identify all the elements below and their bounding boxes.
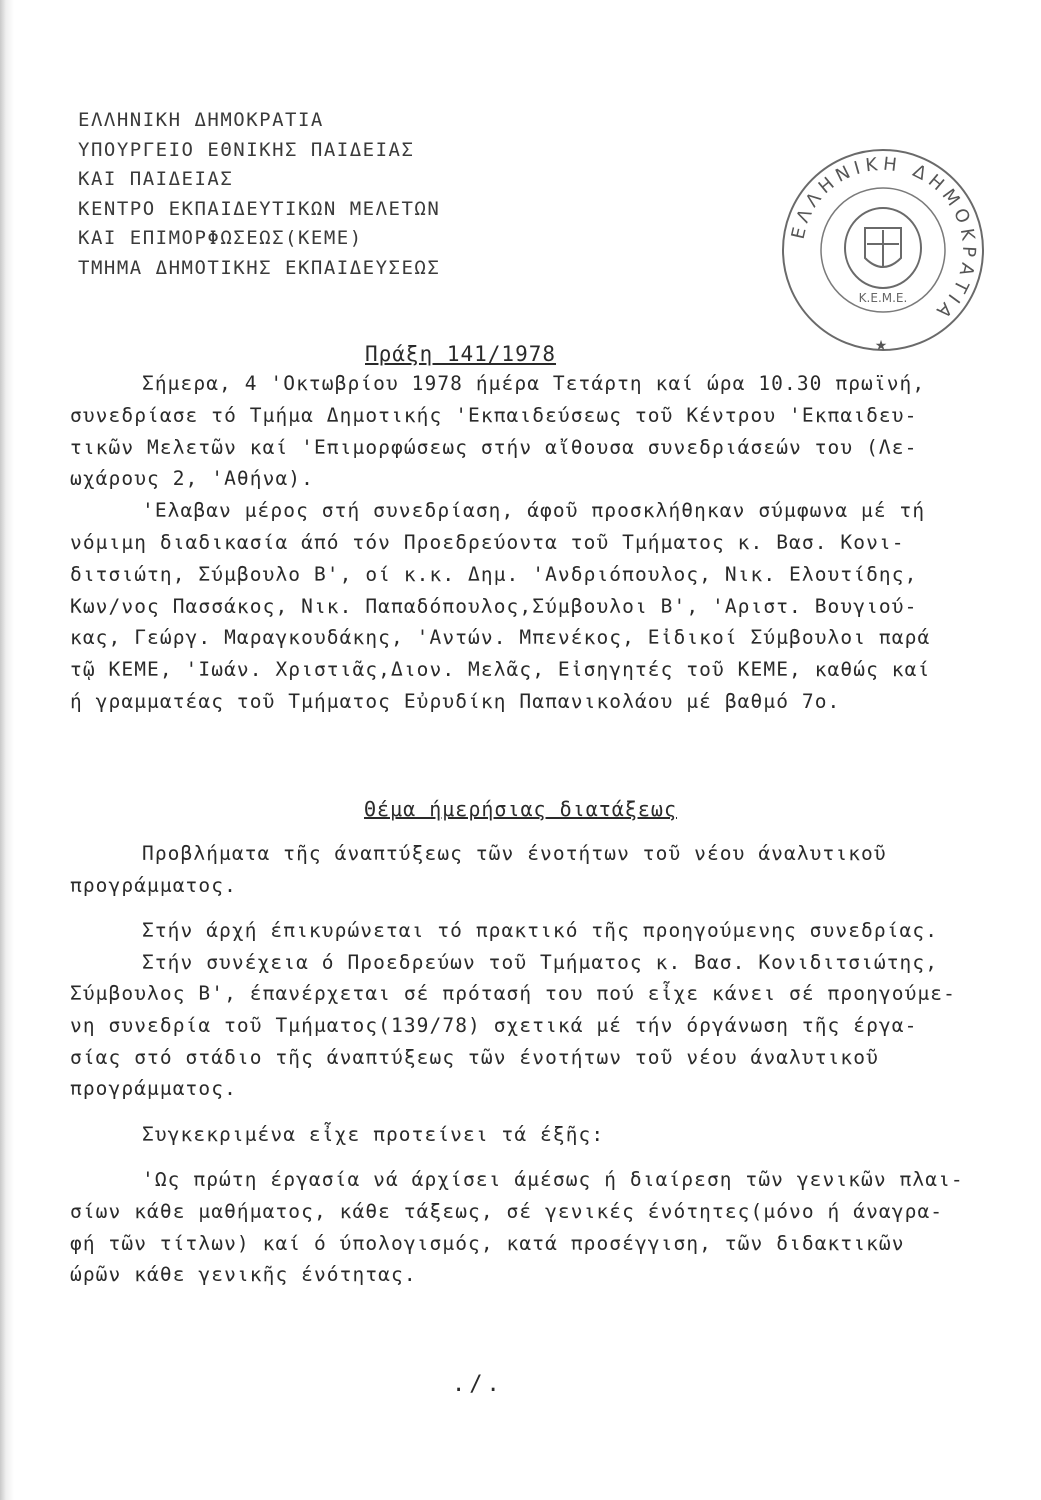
text-line: διτσιώτη, Σύμβουλο Β', οί κ.κ. Δημ. 'Ανδριόπουλος, Νικ. Ελουτίδης, [70,562,918,586]
letterhead-line: ΚΑΙ ΕΠΙΜΟΡΦΩΣΕΩΣ(ΚΕΜΕ) [78,227,363,249]
text-line: ωχάρους 2, 'Αθήνα). [70,467,314,491]
star-icon: ★ [874,338,888,354]
letterhead-line: ΚΑΙ ΠΑΙΔΕΙΑΣ [78,168,234,190]
text-line: νόμιμη διαδικασία άπό τόν Προεδρεύοντα τοῦ Τμήματος κ. Βασ. Κονι- [70,530,905,554]
text-line: κας, Γεώργ. Μαραγκουδάκης, 'Αντών. Μπενέκος, Εἰδικοί Σύμβουλοι παρά [70,626,931,650]
text-line: συνεδρίασε τό Τμήμα Δημοτικής 'Εκπαιδεύσεως τοῦ Κέντρου 'Εκπαιδευ- [70,403,918,427]
seal-inner-text: Κ.Ε.Μ.Ε. [858,291,908,305]
text-line: 'Ελαβαν μέρος στή συνεδρίαση, άφοῦ προσκλήθηκαν σύμφωνα μέ τή [142,499,926,523]
continuation-mark: ./. [452,1372,504,1397]
text-line: προγράμματος. [70,873,237,897]
seal-ring-text: ΕΛΛΗΝΙΚΗ ΔΗΜΟΚΡΑΤΙΑ [787,153,980,326]
letterhead [78,106,440,283]
text-line: νη συνεδρία τοῦ Τμήματος(139/78) σχετικά μέ τήν όργάνωση τῆς έργα- [70,1013,918,1037]
text-line: 'Ως πρώτη έργασία νά άρχίσει άμέσως ή διαίρεση τῶν γενικῶν πλαι- [142,1168,964,1192]
text-line: προγράμματος. [70,1077,237,1101]
text-line: Σύμβουλος Β', έπανέρχεται σέ πρότασή του πού εἶχε κάνει σέ προηγούμε- [70,982,956,1006]
text-line: Προβλήματα τῆς άναπτύξεως τῶν ένοτήτων τοῦ νέου άναλυτικοῦ [142,842,887,865]
text-line: ώρῶν κάθε γενικῆς ένότητας. [70,1263,417,1287]
letterhead-line: ΕΛΛΗΝΙΚΗ ΔΗΜΟΚΡΑΤΙΑ [78,109,324,131]
text-line: σίων κάθε μαθήματος, κάθε τάξεως, σέ γενικές ένότητες(μόνο ή άναγρα- [70,1199,944,1223]
coat-of-arms-icon [845,208,921,288]
text-line: τικῶν Μελετῶν καί 'Επιμορφώσεως στήν αἴθουσα συνεδριάσεών του (Λε- [70,435,918,459]
text-line: σίας στό στάδιο τῆς άναπτύξεως τῶν ένοτήτων τοῦ νέου άναλυτικοῦ [70,1045,879,1069]
agenda-heading: Θέμα ήμερήσιας διατάξεως [364,797,677,821]
text-line: φή τῶν τίτλων) καί ό ύπολογισμός, κατά προσέγγιση, τῶν διδακτικῶν [70,1231,905,1255]
main-section [70,838,1030,1291]
letterhead-line: ΥΠΟΥΡΓΕΙΟ ΕΘΝΙΚΗΣ ΠΑΙΔΕΙΑΣ [78,138,415,161]
text-line: Κων/νος Πασσάκος, Νικ. Παπαδόπουλος,Σύμβουλοι Β', 'Αριστ. Βουγιού- [70,594,918,618]
letterhead-line: ΤΜΗΜΑ ΔΗΜΟΤΙΚΗΣ ΕΚΠΑΙΔΕΥΣΕΩΣ [78,256,441,279]
text-line: Στήν άρχή έπικυρώνεται τό πρακτικό τῆς προηγούμενης συνεδρίας. [142,919,939,943]
text-line: τῷ ΚΕΜΕ, 'Ιωάν. Χριστιᾶς,Διον. Μελᾶς, Εἰσηγητές τοῦ ΚΕΜΕ, καθώς καί [70,658,931,682]
intro-section [70,368,1030,718]
act-title: Πράξη 141/1978 [365,342,557,366]
letterhead-line: ΚΕΝΤΡΟ ΕΚΠΑΙΔΕΥΤΙΚΩΝ ΜΕΛΕΤΩΝ [78,197,441,220]
text-line: Συγκεκριμένα εἶχε προτείνει τά έξῆς: [142,1122,605,1146]
text-line: ή γραμματέας τοῦ Τμήματος Εὐρυδίκη Παπανικολάου μέ βαθμό 7ο. [70,689,841,713]
text-line: Σήμερα, 4 'Οκτωβρίου 1978 ήμέρα Τετάρτη καί ώρα 10.30 πρωϊνή, [142,372,926,395]
official-seal [773,140,993,360]
text-line: Στήν συνέχεια ό Προεδρεύων τοῦ Τμήματος κ. Βασ. Κονιδιτσιώτης, [142,950,939,974]
